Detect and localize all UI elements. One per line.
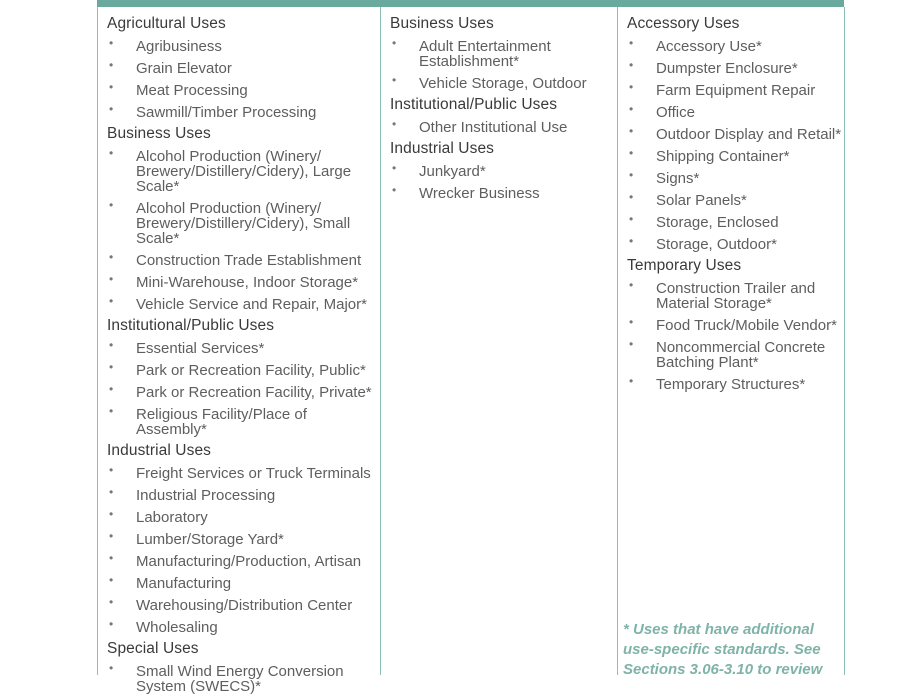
bullet-icon: •: [629, 102, 634, 116]
use-list: [390, 35, 617, 94]
use-list: [627, 35, 844, 255]
bullet-icon: •: [109, 463, 114, 477]
list-item: [627, 233, 844, 255]
bullet-icon: •: [392, 73, 397, 87]
bullet-icon: •: [109, 595, 114, 609]
use-list: [107, 337, 380, 440]
list-item: [107, 359, 380, 381]
list-item-label: Farm Equipment Repair: [656, 81, 816, 99]
use-group: [107, 13, 380, 123]
list-item: [627, 373, 844, 395]
group-title: Business Uses: [107, 125, 211, 142]
footnote-text: * Uses that have additional use-specific standards. See Sections 3.06-3.10 to review: [623, 621, 823, 678]
list-item-label: Shipping Container*: [656, 147, 790, 165]
use-list: [107, 660, 380, 697]
list-item-label: Park or Recreation Facility, Public*: [136, 361, 366, 379]
bullet-icon: •: [109, 58, 114, 72]
bullet-icon: •: [629, 168, 634, 182]
list-item: [107, 462, 380, 484]
list-item: [107, 572, 380, 594]
list-item-label: Lumber/Storage Yard*: [136, 530, 284, 548]
list-item-label: Mini-Warehouse, Indoor Storage*: [136, 273, 359, 291]
list-item: [627, 123, 844, 145]
table-header-strip: [97, 0, 844, 7]
list-item: [627, 189, 844, 211]
list-item: [627, 145, 844, 167]
bullet-icon: •: [109, 485, 114, 499]
list-item: [107, 616, 380, 638]
use-group: [627, 13, 844, 255]
list-item-label: Wrecker Business: [419, 184, 540, 202]
group-title: Special Uses: [107, 640, 199, 657]
bullet-icon: •: [629, 337, 634, 351]
list-item: [627, 211, 844, 233]
use-list: [390, 116, 617, 138]
bullet-icon: •: [109, 573, 114, 587]
list-item-label: Storage, Outdoor*: [656, 235, 777, 253]
list-item: [107, 249, 380, 271]
bullet-icon: •: [629, 315, 634, 329]
list-item: [107, 101, 380, 123]
bullet-icon: •: [629, 190, 634, 204]
use-group: [107, 123, 380, 315]
list-item: [107, 550, 380, 572]
list-item: [390, 182, 617, 204]
list-item: [627, 277, 844, 314]
list-item: [107, 35, 380, 57]
list-item: [107, 145, 380, 197]
list-item-label: Temporary Structures*: [656, 375, 806, 393]
list-item-label: Small Wind Energy Conversion System (SWECS)*: [136, 662, 344, 695]
list-item-label: Solar Panels*: [656, 191, 747, 209]
use-list: [107, 462, 380, 638]
use-group: [107, 440, 380, 638]
bullet-icon: •: [392, 161, 397, 175]
list-item-label: Grain Elevator: [136, 59, 232, 77]
bullet-icon: •: [392, 36, 397, 50]
list-item-label: Agribusiness: [136, 37, 222, 55]
list-item-label: Other Institutional Use: [419, 118, 568, 136]
list-item: [627, 336, 844, 373]
list-item-label: Alcohol Production (Winery/ Brewery/Distillery/Cidery), Small Scale*: [136, 199, 351, 247]
list-item: [627, 314, 844, 336]
group-title: Business Uses: [390, 15, 494, 32]
list-item: [107, 197, 380, 249]
bullet-icon: •: [109, 198, 114, 212]
list-item: [627, 167, 844, 189]
list-item: [107, 506, 380, 528]
list-item-label: Freight Services or Truck Terminals: [136, 464, 371, 482]
use-group: [107, 638, 380, 697]
bullet-icon: •: [629, 374, 634, 388]
use-list: [627, 277, 844, 395]
list-item-label: Food Truck/Mobile Vendor*: [656, 316, 837, 334]
list-item-label: Construction Trailer and Material Storage*: [656, 279, 816, 312]
bullet-icon: •: [109, 250, 114, 264]
list-item-label: Wholesaling: [136, 618, 218, 636]
list-item: [107, 381, 380, 403]
list-item-label: Manufacturing: [136, 574, 232, 592]
list-item-label: Adult Entertainment Establishment*: [419, 37, 551, 70]
list-item: [107, 528, 380, 550]
list-item-label: Religious Facility/Place of Assembly*: [136, 405, 307, 438]
bullet-icon: •: [109, 382, 114, 396]
list-item: [107, 337, 380, 359]
bullet-icon: •: [109, 102, 114, 116]
bullet-icon: •: [109, 146, 114, 160]
list-item-label: Park or Recreation Facility, Private*: [136, 383, 372, 401]
list-item-label: Construction Trade Establishment: [136, 251, 362, 269]
list-item: [107, 484, 380, 506]
list-item: [107, 403, 380, 440]
list-item-label: Signs*: [656, 169, 700, 187]
bullet-icon: •: [629, 80, 634, 94]
use-group: [107, 315, 380, 440]
list-item-label: Storage, Enclosed: [656, 213, 779, 231]
list-item: [107, 594, 380, 616]
bullet-icon: •: [629, 146, 634, 160]
bullet-icon: •: [629, 58, 634, 72]
group-title: Institutional/Public Uses: [107, 317, 275, 334]
bullet-icon: •: [629, 234, 634, 248]
list-item-label: Essential Services*: [136, 339, 265, 357]
list-item-label: Dumpster Enclosure*: [656, 59, 798, 77]
list-item: [107, 660, 380, 697]
bullet-icon: •: [109, 507, 114, 521]
bullet-icon: •: [629, 278, 634, 292]
use-group: [627, 255, 844, 395]
list-item-label: Sawmill/Timber Processing: [136, 103, 317, 121]
column-conditional-uses: [380, 7, 617, 675]
list-item-label: Vehicle Storage, Outdoor: [419, 74, 587, 92]
group-title: Accessory Uses: [627, 15, 740, 32]
use-group: [390, 13, 617, 94]
bullet-icon: •: [109, 360, 114, 374]
list-item: [390, 35, 617, 72]
bullet-icon: •: [109, 338, 114, 352]
column-accessory-temporary-uses: [617, 7, 845, 675]
list-item-label: Industrial Processing: [136, 486, 276, 504]
list-item: [627, 57, 844, 79]
list-item: [627, 79, 844, 101]
bullet-icon: •: [109, 661, 114, 675]
bullet-icon: •: [109, 617, 114, 631]
group-title: Agricultural Uses: [107, 15, 226, 32]
bullet-icon: •: [109, 36, 114, 50]
group-title: Industrial Uses: [107, 442, 212, 459]
list-item: [107, 79, 380, 101]
list-item-label: Alcohol Production (Winery/ Brewery/Distillery/Cidery), Large Scale*: [136, 147, 352, 195]
bullet-icon: •: [109, 80, 114, 94]
use-list: [390, 160, 617, 204]
list-item: [107, 271, 380, 293]
use-list: [107, 35, 380, 123]
list-item: [390, 160, 617, 182]
list-item: [390, 72, 617, 94]
list-item: [627, 35, 844, 57]
use-group: [390, 94, 617, 138]
list-item-label: Laboratory: [136, 508, 208, 526]
bullet-icon: •: [109, 529, 114, 543]
group-title: Industrial Uses: [390, 140, 495, 157]
list-item: [107, 293, 380, 315]
bullet-icon: •: [109, 404, 114, 418]
list-item: [107, 57, 380, 79]
use-list: [107, 145, 380, 315]
list-item-label: Warehousing/Distribution Center: [136, 596, 353, 614]
list-item: [627, 101, 844, 123]
list-item-label: Manufacturing/Production, Artisan: [136, 552, 362, 570]
group-title: Institutional/Public Uses: [390, 96, 558, 113]
list-item-label: Noncommercial Concrete Batching Plant*: [656, 338, 826, 371]
list-item-label: Outdoor Display and Retail*: [656, 125, 842, 143]
list-item-label: Office: [656, 103, 695, 121]
column-permitted-uses: [97, 7, 380, 695]
list-item: [390, 116, 617, 138]
bullet-icon: •: [392, 183, 397, 197]
list-item-label: Junkyard*: [419, 162, 486, 180]
bullet-icon: •: [629, 124, 634, 138]
bullet-icon: •: [629, 212, 634, 226]
bullet-icon: •: [109, 272, 114, 286]
bullet-icon: •: [109, 294, 114, 308]
bullet-icon: •: [392, 117, 397, 131]
list-item-label: Vehicle Service and Repair, Major*: [136, 295, 367, 313]
bullet-icon: •: [109, 551, 114, 565]
bullet-icon: •: [629, 36, 634, 50]
list-item-label: Meat Processing: [136, 81, 248, 99]
use-group: [390, 138, 617, 204]
list-item-label: Accessory Use*: [656, 37, 762, 55]
group-title: Temporary Uses: [627, 257, 742, 274]
